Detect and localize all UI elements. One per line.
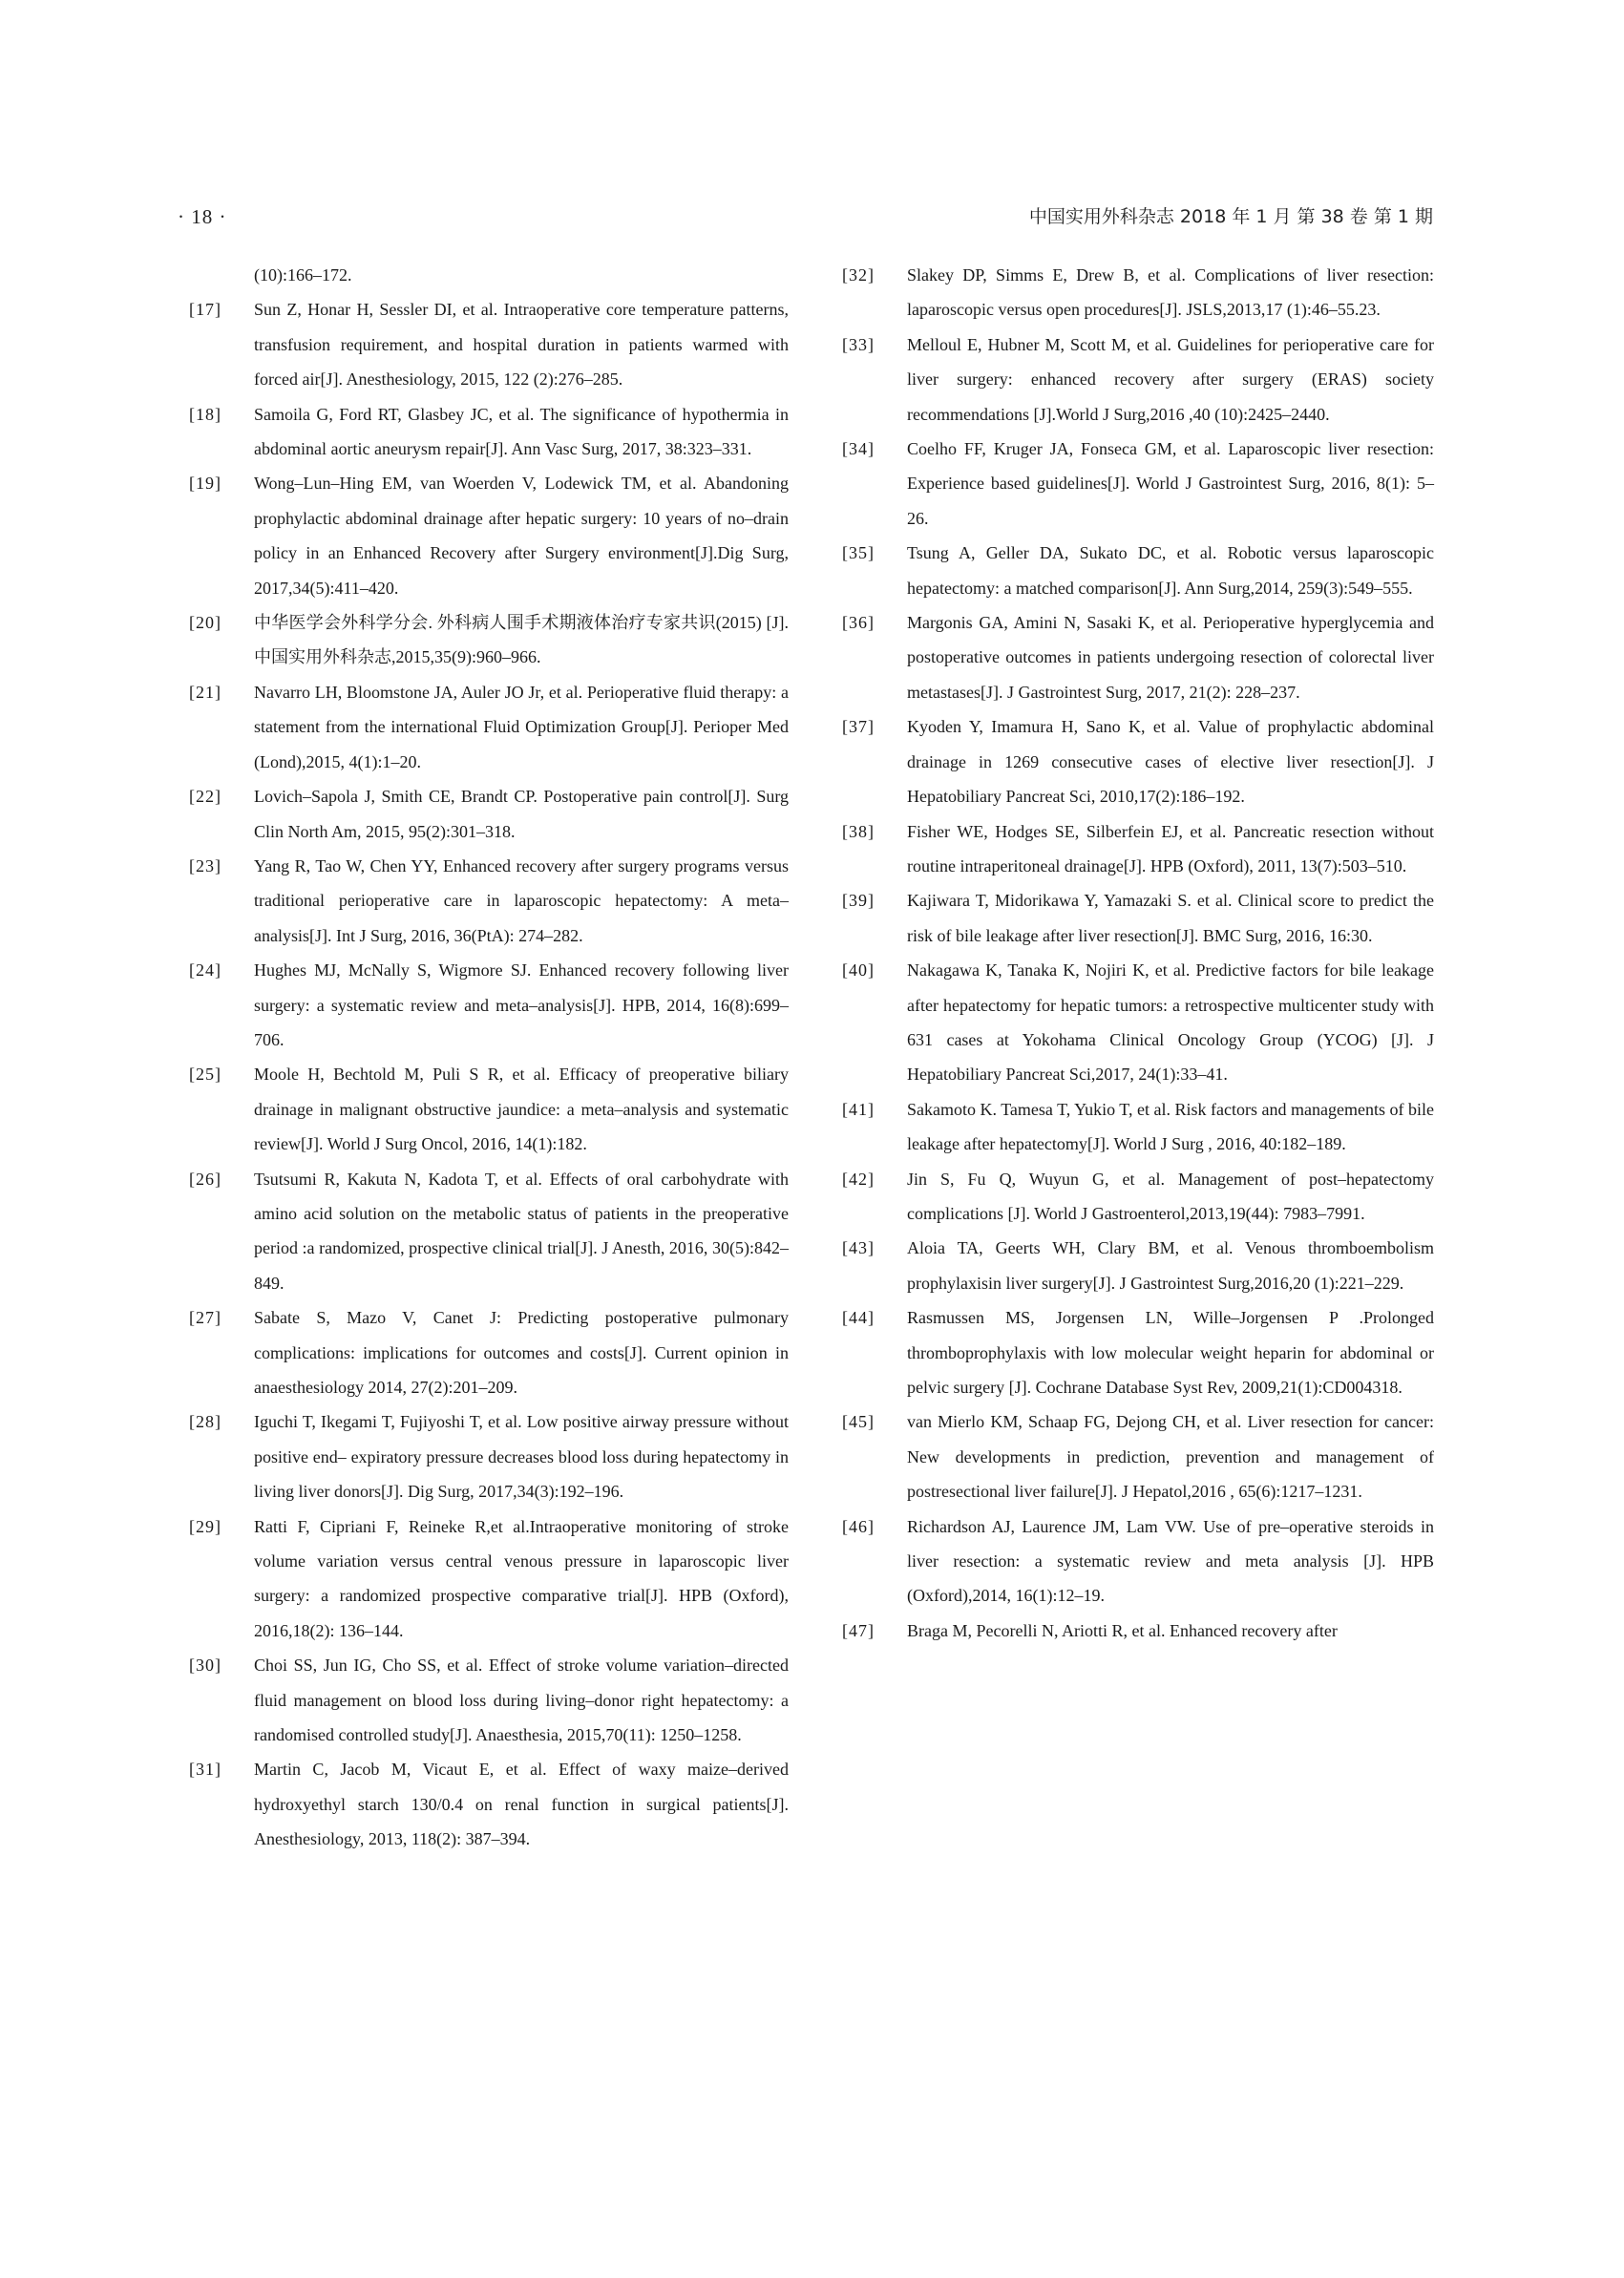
reference-text: Nakagawa K, Tanaka K, Nojiri K, et al. Predictive factors for bile leakage after hepatectomy for hepatic tumors: a retrospective multicenter study with 631 cases at Yokohama Clinical Oncology Group (YCOG) [J]. J Hepatobiliary Pancreat Sci,2017, 24(1):33–41. (907, 960, 1434, 1085)
reference-number: [37] (842, 717, 875, 737)
reference-text: Jin S, Fu Q, Wuyun G, et al. Management of post–hepatectomy complications [J]. World J Gastroenterol,2013,19(44): 7983–7991. (907, 1169, 1434, 1223)
reference-text: Coelho FF, Kruger JA, Fonseca GM, et al. Laparoscopic liver resection: Experience based guidelines[J]. World J Gastrointest Surg, 2016, 8(1): 5–26. (907, 439, 1434, 528)
reference-text: Fisher WE, Hodges SE, Silberfein EJ, et al. Pancreatic resection without routine intraperitoneal drainage[J]. HPB (Oxford), 2011, 13(7):503–510. (907, 821, 1434, 875)
reference-item (189, 1752, 789, 1856)
reference-number: [28] (189, 1412, 221, 1432)
reference-number: [22] (189, 787, 221, 807)
reference-text: Wong–Lun–Hing EM, van Woerden V, Lodewick TM, et al. Abandoning prophylactic abdominal drainage after hepatic surgery: 10 years of no–drain policy in an Enhanced Recovery after Surgery environment[J].Dig Surg, 2017,34(5):411–420. (254, 474, 789, 598)
reference-number: [23] (189, 855, 221, 875)
reference-item (189, 779, 789, 849)
reference-item (842, 1092, 1434, 1162)
reference-item (842, 1231, 1434, 1300)
reference-number: [32] (842, 265, 875, 285)
reference-number: [42] (842, 1169, 875, 1189)
reference-item (189, 397, 789, 467)
reference-item (842, 536, 1434, 605)
reference-number: [34] (842, 439, 875, 459)
reference-text: Samoila G, Ford RT, Glasbey JC, et al. The significance of hypothermia in abdominal aortic aneurysm repair[J]. Ann Vasc Surg, 2017, 38:323–331. (254, 404, 789, 459)
reference-item (842, 1614, 1434, 1648)
reference-text: Melloul E, Hubner M, Scott M, et al. Guidelines for perioperative care for liver surgery: enhanced recovery after surgery (ERAS) society recommendations [J].World J Surg,2016 ,40 (10):2425–2440. (907, 334, 1434, 424)
reference-item (189, 1057, 789, 1161)
reference-number: [44] (842, 1308, 875, 1328)
reference-item (189, 1509, 789, 1649)
reference-text: (10):166–172. (254, 265, 352, 285)
reference-number: [38] (842, 821, 875, 841)
reference-text: Iguchi T, Ikegami T, Fujiyoshi T, et al. Low positive airway pressure without positive end– expiratory pressure decreases blood loss during hepatectomy in living liver donors[J]. Dig Surg, 2017,34(3):192–196. (254, 1412, 789, 1502)
reference-number: [31] (189, 1760, 221, 1780)
reference-item (189, 953, 789, 1057)
reference-number: [39] (842, 891, 875, 911)
reference-text: Hughes MJ, McNally S, Wigmore SJ. Enhanced recovery following liver surgery: a systematic review and meta–analysis[J]. HPB, 2014, 16(8):699–706. (254, 960, 789, 1049)
reference-number: [30] (189, 1656, 221, 1676)
reference-text: Tsutsumi R, Kakuta N, Kadota T, et al. Effects of oral carbohydrate with amino acid solution on the metabolic status of patients in the preoperative period :a randomized, prospective clinical trial[J]. J Anesth, 2016, 30(5):842–849. (254, 1169, 789, 1293)
reference-item (842, 883, 1434, 953)
reference-number: [19] (189, 474, 221, 494)
reference-text: Margonis GA, Amini N, Sasaki K, et al. Perioperative hyperglycemia and postoperative outcomes in patients undergoing resection of colorectal liver metastases[J]. J Gastrointest Surg, 2017, 21(2): 228–237. (907, 613, 1434, 702)
reference-number: [21] (189, 682, 221, 702)
reference-item (842, 814, 1434, 884)
reference-number: [33] (842, 334, 875, 354)
reference-item (842, 1162, 1434, 1232)
reference-text: van Mierlo KM, Schaap FG, Dejong CH, et al. Liver resection for cancer: New developments in prediction, prevention and management of postresectional liver failure[J]. J Hepatol,2016 , 65(6):1217–1231. (907, 1412, 1434, 1502)
references-right-column (842, 258, 1434, 1648)
reference-item (842, 327, 1434, 432)
reference-text: Tsung A, Geller DA, Sukato DC, et al. Robotic versus laparoscopic hepatectomy: a matched comparison[J]. Ann Surg,2014, 259(3):549–555. (907, 543, 1434, 598)
reference-text: Sakamoto K. Tamesa T, Yukio T, et al. Risk factors and managements of bile leakage after hepatectomy[J]. World J Surg , 2016, 40:182–189. (907, 1099, 1434, 1154)
reference-item (189, 258, 789, 292)
reference-text: Richardson AJ, Laurence JM, Lam VW. Use of pre–operative steroids in liver resection: a systematic review and meta analysis [J]. HPB (Oxford),2014, 16(1):12–19. (907, 1516, 1434, 1606)
reference-number: [41] (842, 1099, 875, 1119)
reference-text: Ratti F, Cipriani F, Reineke R,et al.Intraoperative monitoring of stroke volume variation versus central venous pressure in laparoscopic liver surgery: a randomized prospective comparative trial[J]. HPB (Oxford), 2016,18(2): 136–144. (254, 1516, 789, 1640)
reference-number: [43] (842, 1238, 875, 1258)
reference-item (842, 1300, 1434, 1404)
reference-text: Lovich–Sapola J, Smith CE, Brandt CP. Postoperative pain control[J]. Surg Clin North Am, 2015, 95(2):301–318. (254, 787, 789, 841)
reference-item (189, 1404, 789, 1508)
journal-header: 中国实用外科杂志 2018 年 1 月 第 38 卷 第 1 期 (1028, 206, 1433, 227)
reference-number: [25] (189, 1065, 221, 1085)
reference-item (189, 292, 789, 396)
reference-text: Kajiwara T, Midorikawa Y, Yamazaki S. et al. Clinical score to predict the risk of bile leakage after liver resection[J]. BMC Surg, 2016, 16:30. (907, 891, 1434, 945)
page-number: · 18 · (178, 205, 227, 228)
reference-text: Sabate S, Mazo V, Canet J: Predicting postoperative pulmonary complications: implications for outcomes and costs[J]. Current opinion in anaesthesiology 2014, 27(2):201–209. (254, 1308, 789, 1397)
references-left-column (189, 258, 789, 1857)
reference-text: Rasmussen MS, Jorgensen LN, Wille–Jorgensen P .Prolonged thromboprophylaxis with low molecular weight heparin for abdominal or pelvic surgery [J]. Cochrane Database Syst Rev, 2009,21(1):CD004318. (907, 1308, 1434, 1397)
reference-item (189, 849, 789, 953)
reference-text: Choi SS, Jun IG, Cho SS, et al. Effect of stroke volume variation–directed fluid management on blood loss during living–donor right hepatectomy: a randomised controlled study[J]. Anaesthesia, 2015,70(11): 1250–1258. (254, 1656, 789, 1745)
reference-number: [45] (842, 1412, 875, 1432)
reference-number: [27] (189, 1308, 221, 1328)
reference-item (842, 432, 1434, 536)
reference-number: [35] (842, 543, 875, 563)
reference-text: Martin C, Jacob M, Vicaut E, et al. Effect of waxy maize–derived hydroxyethyl starch 130/0.4 on renal function in surgical patients[J]. Anesthesiology, 2013, 118(2): 387–394. (254, 1760, 789, 1849)
reference-number: [18] (189, 404, 221, 424)
reference-text: Slakey DP, Simms E, Drew B, et al. Complications of liver resection: laparoscopic versus open procedures[J]. JSLS,2013,17 (1):46–55.23. (907, 265, 1434, 320)
reference-text: Aloia TA, Geerts WH, Clary BM, et al. Venous thromboembolism prophylaxisin liver surgery[J]. J Gastrointest Surg,2016,20 (1):221–229. (907, 1238, 1434, 1293)
reference-item (189, 1300, 789, 1404)
reference-item (189, 605, 789, 675)
reference-item (189, 1648, 789, 1752)
reference-item (842, 605, 1434, 709)
reference-number: [29] (189, 1516, 221, 1536)
reference-item (842, 953, 1434, 1092)
reference-number: [17] (189, 300, 221, 320)
reference-item (189, 1162, 789, 1301)
reference-text: 中华医学会外科学分会. 外科病人围手术期液体治疗专家共识(2015) [J].中国实用外科杂志,2015,35(9):960–966. (254, 613, 789, 667)
reference-item (189, 466, 789, 605)
reference-item (842, 258, 1434, 327)
reference-number: [40] (842, 960, 875, 981)
reference-number: [47] (842, 1620, 875, 1640)
reference-text: Yang R, Tao W, Chen YY, Enhanced recovery after surgery programs versus traditional perioperative care in laparoscopic hepatectomy: A meta–analysis[J]. Int J Surg, 2016, 36(PtA): 274–282. (254, 855, 789, 945)
reference-text: Braga M, Pecorelli N, Ariotti R, et al. Enhanced recovery after (907, 1620, 1338, 1640)
reference-number: [46] (842, 1516, 875, 1536)
reference-number: [26] (189, 1169, 221, 1189)
reference-item (842, 709, 1434, 813)
reference-text: Navarro LH, Bloomstone JA, Auler JO Jr, et al. Perioperative fluid therapy: a statement from the international Fluid Optimization Group[J]. Perioper Med (Lond),2015, 4(1):1–20. (254, 682, 789, 771)
reference-number: [20] (189, 613, 221, 633)
reference-item (842, 1509, 1434, 1614)
reference-number: [36] (842, 613, 875, 633)
reference-item (189, 675, 789, 779)
reference-number: [24] (189, 960, 221, 981)
reference-text: Sun Z, Honar H, Sessler DI, et al. Intraoperative core temperature patterns, transfusion requirement, and hospital duration in patients warmed with forced air[J]. Anesthesiology, 2015, 122 (2):276–285. (254, 300, 789, 390)
reference-item (842, 1404, 1434, 1508)
reference-text: Moole H, Bechtold M, Puli S R, et al. Efficacy of preoperative biliary drainage in malignant obstructive jaundice: a meta–analysis and systematic review[J]. World J Surg Oncol, 2016, 14(1):182. (254, 1065, 789, 1154)
reference-text: Kyoden Y, Imamura H, Sano K, et al. Value of prophylactic abdominal drainage in 1269 consecutive cases of elective liver resection[J]. J Hepatobiliary Pancreat Sci, 2010,17(2):186–192. (907, 717, 1434, 807)
